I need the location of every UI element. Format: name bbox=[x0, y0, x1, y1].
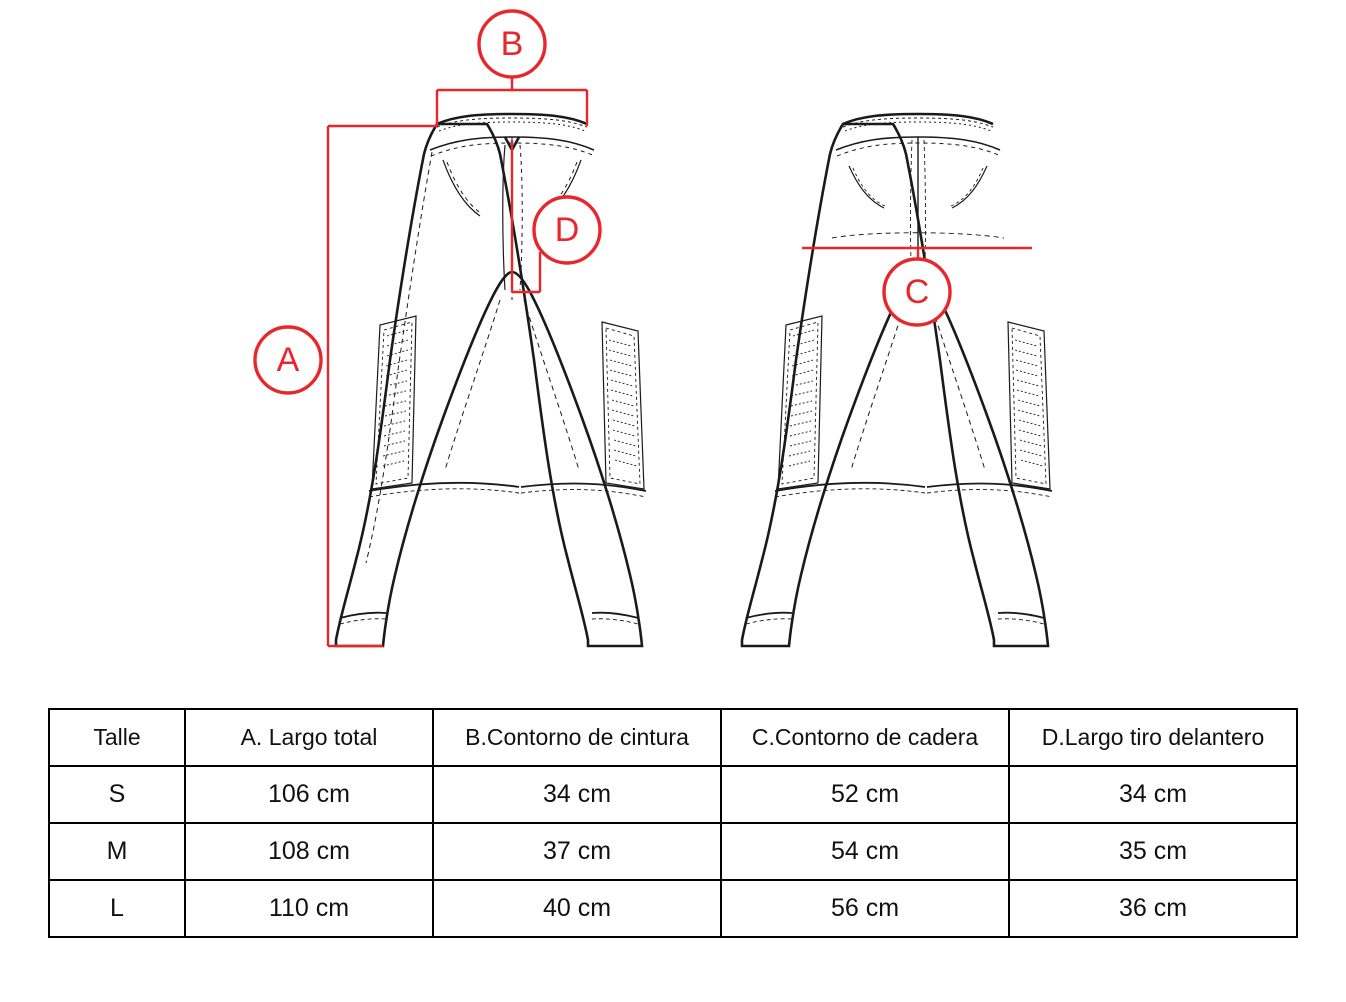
table-cell-size: L bbox=[49, 880, 185, 937]
table-cell-front-rise: 35 cm bbox=[1009, 823, 1297, 880]
table-header-cell: D.Largo tiro delantero bbox=[1009, 709, 1297, 766]
callout-b bbox=[479, 11, 545, 77]
table-header-cell: A. Largo total bbox=[185, 709, 433, 766]
table-cell-total-length: 108 cm bbox=[185, 823, 433, 880]
table-row bbox=[49, 823, 1297, 880]
callout-c bbox=[884, 259, 950, 325]
svg-text:A: A bbox=[276, 341, 300, 379]
size-table-container bbox=[48, 708, 1296, 938]
table-header-cell: C.Contorno de cadera bbox=[721, 709, 1009, 766]
size-table bbox=[48, 708, 1298, 938]
table-cell-waist: 37 cm bbox=[433, 823, 721, 880]
table-header-row bbox=[49, 709, 1297, 766]
svg-text:B: B bbox=[500, 25, 524, 63]
callout-a bbox=[255, 327, 321, 393]
table-cell-total-length: 106 cm bbox=[185, 766, 433, 823]
table-cell-waist: 40 cm bbox=[433, 880, 721, 937]
table-cell-total-length: 110 cm bbox=[185, 880, 433, 937]
table-cell-waist: 34 cm bbox=[433, 766, 721, 823]
table-cell-front-rise: 34 cm bbox=[1009, 766, 1297, 823]
table-header-cell: Talle bbox=[49, 709, 185, 766]
callout-d bbox=[534, 197, 600, 263]
table-row bbox=[49, 880, 1297, 937]
table-cell-hip: 54 cm bbox=[721, 823, 1009, 880]
svg-text:D: D bbox=[554, 211, 580, 249]
table-cell-size: M bbox=[49, 823, 185, 880]
table-cell-size: S bbox=[49, 766, 185, 823]
table-row bbox=[49, 766, 1297, 823]
table-cell-hip: 56 cm bbox=[721, 880, 1009, 937]
svg-text:C: C bbox=[904, 273, 930, 311]
table-cell-front-rise: 36 cm bbox=[1009, 880, 1297, 937]
table-header-cell: B.Contorno de cintura bbox=[433, 709, 721, 766]
front-view-pants bbox=[336, 114, 658, 646]
back-view-pants bbox=[742, 114, 1052, 646]
table-cell-hip: 52 cm bbox=[721, 766, 1009, 823]
